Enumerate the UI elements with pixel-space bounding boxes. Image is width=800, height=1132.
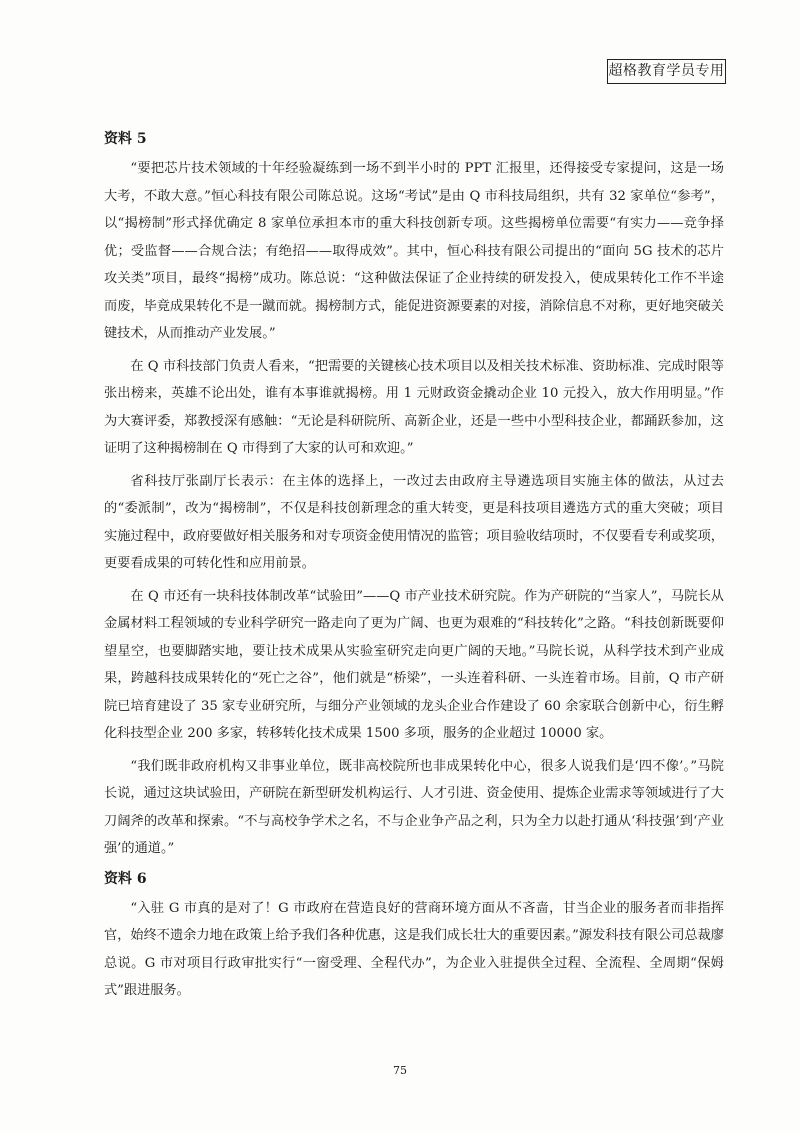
section-heading-material-5: 资料 5 — [104, 131, 147, 147]
section-heading-material-6: 资料 6 — [104, 870, 147, 887]
paragraph: “我们既非政府机构又非事业单位，既非高校院所也非成果转化中心，很多人说我们是‘四不像’。”马院长说，通过这块试验田，产研院在新型研发机构运行、人才引进、资金使用、提炼企业需求等领域进行了大刀阔斧的改革和探索。“不与高校争学术之名，不与企业争产品之利，只为全力以赴打通从‘科技强’到‘产业强’的通道。” — [104, 758, 724, 856]
paragraph: 在 Q 市科技部门负责人看来，“把需要的关键核心技术项目以及相关技术标准、资助标准、完成时限等张出榜来，英雄不论出处，谁有本事谁就揭榜。用 1 元财政资金撬动企业 10 元投入，放大作用明显。”作为大赛评委，郑教授深有感触：“无论是科研院所、高新企业，还是一些中小型科技企业，都踊跃参加，这证明了这种揭榜制在 Q 市得到了大家的认可和欢迎。” — [104, 358, 724, 456]
paragraph: 省科技厅张副厅长表示：在主体的选择上，一改过去由政府主导遴选项目实施主体的做法，从过去的“委派制”，改为“揭榜制”，不仅是科技创新理念的重大转变，更是科技项目遴选方式的重大突破；项目实施过程中，政府要做好相关服务和对专项资金使用情况的监管；项目验收结项时，不仅要看专利或奖项，更要看成果的可转化性和应用前景。 — [104, 473, 724, 571]
page-number: 75 — [393, 1064, 407, 1077]
paragraph: 在 Q 市还有一块科技体制改革“试验田”——Q 市产业技术研究院。作为产研院的“当家人”，马院长从金属材料工程领域的专业科学研究一路走向了更为广阔、也更为艰难的“科技转化”之路。“科技创新既要仰望星空，也要脚踏实地，要让技术成果从实验室研究走向更广阔的天地。”马院长说，从科学技术到产业成果，跨越科技成果转化的“死亡之谷”，他们就是“桥梁”，一头连着科研、一头连着市场。目前，Q 市产研院已培育建设了 35 家专业研究所，与细分产业领域的龙头企业合作建设了 60 余家联合创新中心，衍生孵化科技型企业 200 多家，转移转化技术成果 1500 多项，服务的企业超过 10000 家。 — [104, 588, 724, 741]
document-body — [104, 128, 724, 1010]
paragraph: “入驻 G 市真的是对了！G 市政府在营造良好的营商环境方面从不吝啬，甘当企业的服务者而非指挥官，始终不遗余力地在政策上给予我们各种优惠，这是我们成长壮大的重要因素。”源发科技有限公司总裁廖总说。G 市对项目行政审批实行“一窗受理、全程代办”，为企业入驻提供全过程、全流程、全周期“保姆式”跟进服务。 — [104, 900, 724, 998]
paragraph: “要把芯片技术领域的十年经验凝练到一场不到半小时的 PPT 汇报里，还得接受专家提问，这是一场大考，不敢大意。”恒心科技有限公司陈总说。这场“考试”是由 Q 市科技局组织，共有 32 家单位“参考”，以“揭榜制”形式择优确定 8 家单位承担本市的重大科技创新专项。这些揭榜单位需要“有实力——竞争择优；受监督——合规合法；有绝招——取得成效”。其中，恒心科技有限公司提出的“面向 5G 技术的芯片攻关类”项目，最终“揭榜”成功。陈总说：“这种做法保证了企业持续的研发投入，使成果转化工作不半途而废，毕竟成果转化不是一蹴而就。揭榜制方式，能促进资源要素的对接，消除信息不对称，更好地突破关键技术，从而推动产业发展。” — [104, 161, 724, 341]
exclusive-use-badge: 超格教育学员专用 — [607, 59, 726, 84]
